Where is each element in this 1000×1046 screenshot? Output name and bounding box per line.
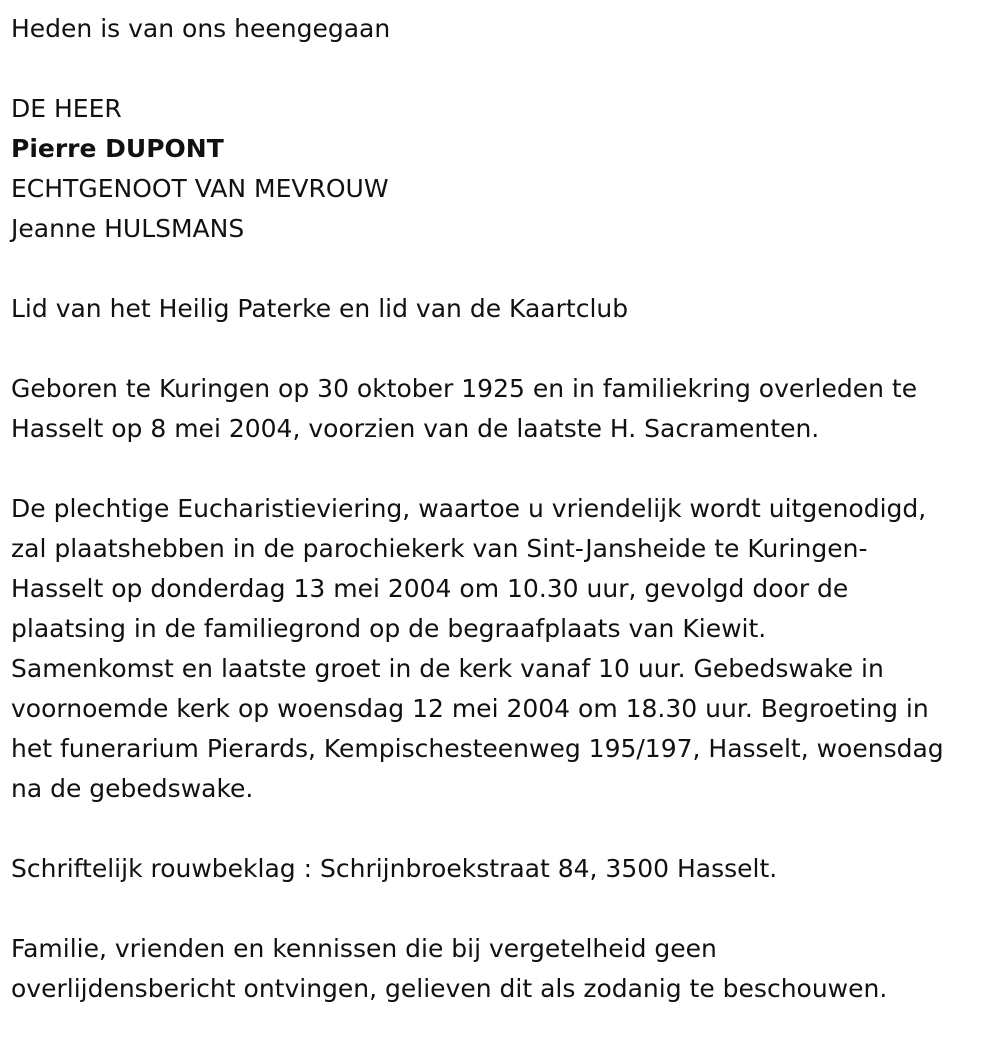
spacer xyxy=(11,809,993,849)
ceremony-line-2: zal plaatshebben in de parochiekerk van Sint-Jansheide te Kuringen- xyxy=(11,534,868,563)
ceremony-line-5: Samenkomst en laatste groet in de kerk vanaf 10 uur. Gebedswake in xyxy=(11,654,884,683)
ceremony-line-8: na de gebedswake. xyxy=(11,774,254,803)
obituary-notice xyxy=(11,9,993,1009)
spacer xyxy=(11,49,993,89)
spacer xyxy=(11,449,993,489)
relation-text: ECHTGENOOT VAN MEVROUW xyxy=(11,174,389,203)
birth-death-line-2: Hasselt op 8 mei 2004, voorzien van de laatste H. Sacramenten. xyxy=(11,414,820,443)
ceremony-line-6: voornoemde kerk op woensdag 12 mei 2004 om 18.30 uur. Begroeting in xyxy=(11,694,929,723)
spouse-name: Jeanne HULSMANS xyxy=(11,214,245,243)
condolence-address: Schriftelijk rouwbeklag : Schrijnbroekstraat 84, 3500 Hasselt. xyxy=(11,854,778,883)
deceased-name: Pierre DUPONT xyxy=(11,134,224,163)
spacer xyxy=(11,329,993,369)
title-prefix: DE HEER xyxy=(11,94,122,123)
ceremony-line-7: het funerarium Pierards, Kempischesteenweg 195/197, Hasselt, woensdag xyxy=(11,734,944,763)
spacer xyxy=(11,249,993,289)
ceremony-line-4: plaatsing in de familiegrond op de begraafplaats van Kiewit. xyxy=(11,614,767,643)
ceremony-line-3: Hasselt op donderdag 13 mei 2004 om 10.30 uur, gevolgd door de xyxy=(11,574,849,603)
membership-text: Lid van het Heilig Paterke en lid van de Kaartclub xyxy=(11,294,629,323)
spacer xyxy=(11,889,993,929)
birth-death-line-1: Geboren te Kuringen op 30 oktober 1925 en in familiekring overleden te xyxy=(11,374,918,403)
closing-line-2: overlijdensbericht ontvingen, gelieven dit als zodanig te beschouwen. xyxy=(11,974,888,1003)
intro-text: Heden is van ons heengegaan xyxy=(11,14,391,43)
closing-line-1: Familie, vrienden en kennissen die bij vergetelheid geen xyxy=(11,934,717,963)
ceremony-line-1: De plechtige Eucharistieviering, waartoe u vriendelijk wordt uitgenodigd, xyxy=(11,494,927,523)
